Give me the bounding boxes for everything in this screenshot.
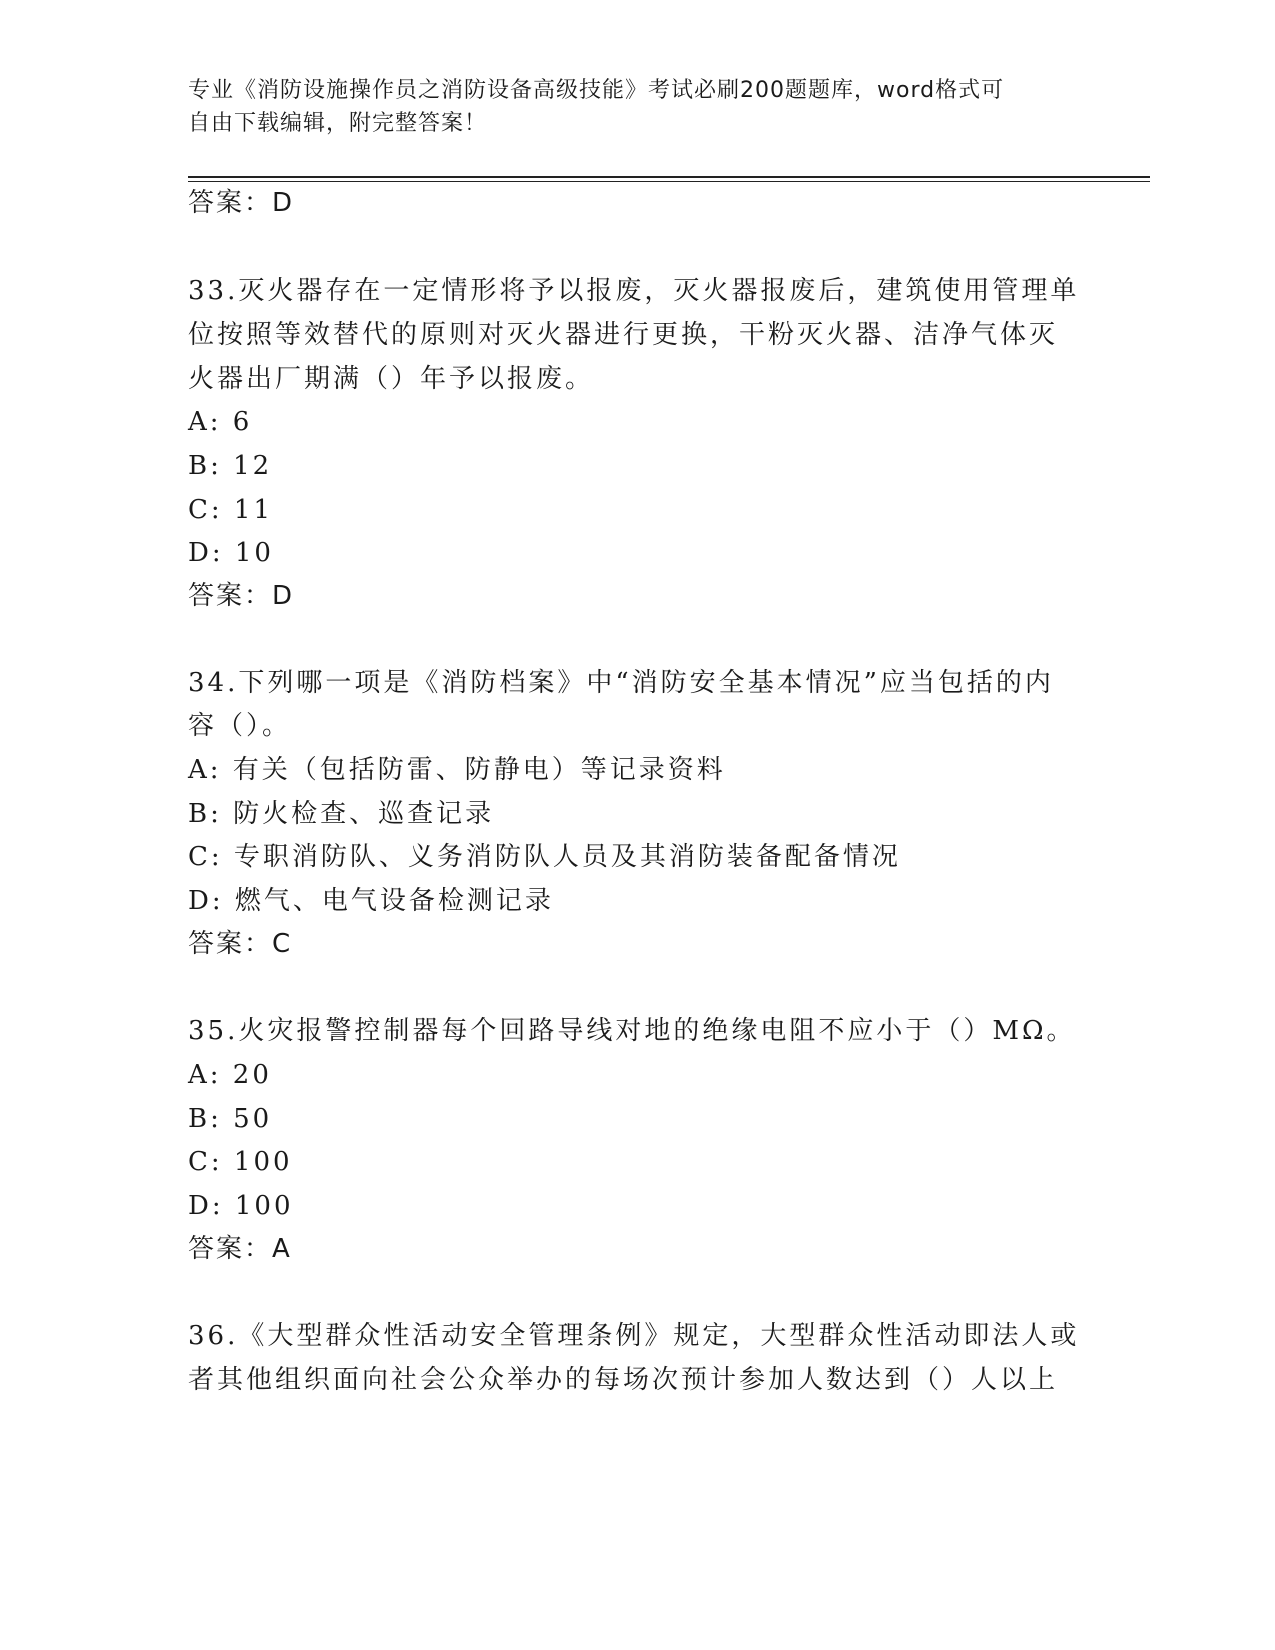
question-35-answer: 答案：A — [188, 1234, 292, 1264]
header-divider-thin — [188, 181, 1150, 182]
document-header — [188, 74, 1088, 140]
question-33-stem-line-1: 33.灭火器存在一定情形将予以报废，灭火器报废后，建筑使用管理单 — [188, 276, 1080, 306]
question-35-stem-line-1: 35.火灾报警控制器每个回路导线对地的绝缘电阻不应小于（）MΩ。 — [188, 1016, 1076, 1046]
question-35-option-c: C: 100 — [188, 1147, 293, 1177]
question-36-stem-line-2: 者其他组织面向社会公众举办的每场次预计参加人数达到（）人以上 — [188, 1365, 1059, 1395]
header-divider-thick — [188, 176, 1150, 178]
question-34-option-b: B: 防火检查、巡查记录 — [188, 799, 495, 829]
question-33-option-d: D: 10 — [188, 538, 274, 568]
question-33-option-a: A: 6 — [188, 407, 253, 437]
question-34-stem-line-2: 容（）。 — [188, 711, 292, 741]
question-34-stem-line-1: 34.下列哪一项是《消防档案》中“消防安全基本情况”应当包括的内 — [188, 668, 1054, 698]
question-33-option-c: C: 11 — [188, 495, 274, 525]
question-34-option-a: A: 有关（包括防雷、防静电）等记录资料 — [188, 755, 726, 785]
question-35-option-b: B: 50 — [188, 1104, 273, 1134]
question-35-option-a: A: 20 — [188, 1060, 272, 1090]
question-36-stem-line-1: 36.《大型群众性活动安全管理条例》规定，大型群众性活动即法人或 — [188, 1321, 1080, 1351]
header-line-1: 专业《消防设施操作员之消防设备高级技能》考试必刷200题题库，word格式可 — [188, 78, 1005, 103]
question-33-option-b: B: 12 — [188, 451, 273, 481]
question-35-option-d: D: 100 — [188, 1191, 294, 1221]
header-line-2: 自由下载编辑，附完整答案！ — [188, 111, 488, 136]
question-33-answer: 答案：D — [188, 581, 295, 611]
question-34-answer: 答案：C — [188, 929, 293, 959]
question-33-stem-line-3: 火器出厂期满（）年予以报废。 — [188, 364, 595, 394]
question-34-option-c: C: 专职消防队、义务消防队人员及其消防装备配备情况 — [188, 842, 901, 872]
question-34-option-d: D: 燃气、电气设备检测记录 — [188, 886, 554, 916]
answer-previous: 答案：D — [188, 188, 295, 218]
question-33-stem-line-2: 位按照等效替代的原则对灭火器进行更换，干粉灭火器、洁净气体灭 — [188, 320, 1059, 350]
